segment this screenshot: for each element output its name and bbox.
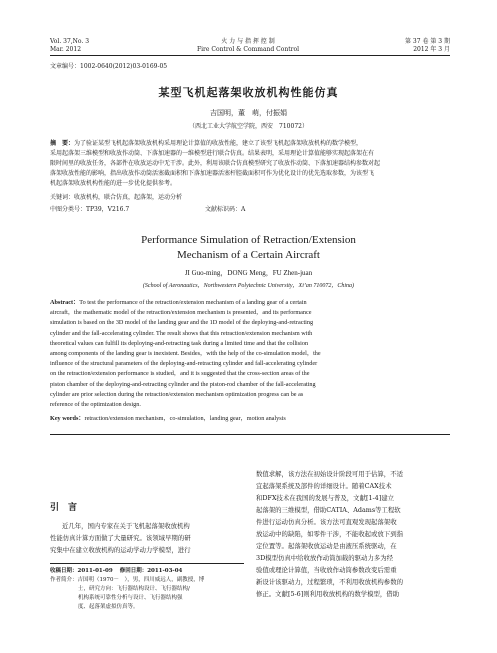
section-rule [50,434,450,435]
header-rule [50,55,450,56]
abstract-zh [50,139,450,189]
abstract-en-line: Abstract：To test the performance of the retraction/extension mechanism of a landing gear of a certain [50,299,307,306]
journal-name-zh: 火 力 与 指 挥 控 制 [221,38,275,45]
footnote-dates [50,567,244,576]
issue-date-en: Mar. 2012 [50,46,82,53]
body-line: 验值或理论计算值，当收放作动筒参数改变后需重 [256,566,397,574]
revised-date: 修回日期：2011-03-04 [119,568,183,574]
journal-name [148,38,348,54]
body-line: 件进行运动仿真分析。该方法可直观发现起落架收 [256,518,397,526]
abstract-en-line: aircraft，the mathematic model of the retraction/extension mechanism is presented，and its performance [50,309,312,317]
keywords-zh: 关键词：收放机构，联合仿真，起落架，运动分析 [50,194,183,201]
body-line: 定位置等。起落架收放运动是由液压系统驱动，在 [256,542,397,550]
document-code: 文献标识码：A [205,206,246,213]
body-line: 性能仿真计算方面做了大量研究。该领域早期的研 [50,534,191,542]
paper-title-en [0,233,497,263]
body-line: 数值求解，该方法在初始设计阶段可用于估算，不适 [256,470,403,478]
body-line: 宜起落架系统及部件的详细设计。随着CAX技术 [256,482,392,490]
journal-name-en: Fire Control & Command Control [196,46,300,53]
abstract-en [50,298,450,410]
keywords-en-label: Key words： [50,415,85,422]
authors-en: JI Guo-ming，DONG Meng，FU Zhen-juan [184,269,313,277]
paper-title-en-line1: Performance Simulation of Retraction/Extension [141,234,356,246]
received-date: 收稿日期：2011-01-09 [50,568,113,574]
abstract-zh-line: 落架收放性能的影响，指出收放作动筒活塞截面积和下落加速器活塞杆腔截面积可作为优化设计的优先选取参数，为该型飞 [50,170,375,177]
article-number: 文章编号：1002-0640(2012)03-0169-05 [50,63,168,70]
volume-number: Vol. 37,No. 3 [50,38,90,45]
body-line: 放运动中的缺陷，如零件干涉，不能收起或放下到指 [256,530,403,538]
abstract-en-line: on the retraction/extension performance is studied，and it is suggested that the cross-section areas of the [50,370,310,378]
abstract-en-line: influence of the structural parameters of the deploying-and-retracting cylinder and fall-accelerating cylinder [50,360,318,368]
abstract-en-line: reference of the optimization design. [50,401,141,409]
abstract-en-label: Abstract： [50,299,80,306]
classification-number: 中图分类号：TP39，V216.7 [50,206,130,213]
body-line: 起落架的三维模型，借助CATIA、Adams等工程软 [256,506,401,514]
author-bio-line: 机构系统可靠性分析与设计、飞行器结构强 [78,595,183,601]
abstract-zh-line: 限时间里的收放任务，各部件在收放运动中无干涉。此外，利用该联合仿真模型研究了收放作动筒、下落加速器结构参数对起 [50,160,381,167]
body-line: 修正。文献[5-6]则利用收放机构的数学模型，借助 [256,590,400,598]
journal-issue-zh [382,38,450,54]
abstract-en-line: piston chamber of the deploying-and-retracting cylinder and the piston-rod chamber of the fall-accelerating [50,380,316,388]
footnote-rule [50,563,244,564]
abstract-en-line: cylinder are prior selection during the retraction/extension mechanism optimization progress can be as [50,390,304,398]
paper-title-zh: 某型飞机起落架收放机构性能仿真 [158,86,339,99]
body-line: 究集中在建立收放机构的运动学动力学模型，进行 [50,546,191,554]
author-bio-line: 作者简介：吉国明（1970－ ），男，四川威远人，副教授，博 [50,577,205,583]
affiliation-en: (School of Aeronautics，Northwestern Polytechnic University，Xi’an 710072，China) [142,283,355,289]
keywords-en-text: retraction/extension mechanism，co-simulation，landing gear，motion analysis [84,415,286,422]
footnote [50,567,244,612]
section-heading-introduction: 引 言 [50,503,78,513]
abstract-en-line: among components of the landing gear is inexistent. Besides，with the help of the co-simulation model，the [50,350,321,358]
abstract-zh-line: 机起落架收放机构性能的进一步优化提供参考。 [50,180,177,187]
body-line: 和DFX技术在我国的发展与普及，文献[1-4]建立 [256,494,395,502]
keywords-en [50,414,450,424]
issue-date-zh: 2012 年 3 月 [413,46,450,53]
abstract-zh-label: 摘 要： [50,140,75,147]
left-column-text [50,520,244,556]
affiliation-zh: （西北工业大学航空学院，西安 710072） [189,123,308,130]
body-line: 新设计该驱动力，过程繁琐，不利用收放机构参数的 [256,578,403,586]
author-bio-line: 度、起落架虚拟仿真等。 [78,604,139,610]
abstract-en-line: theoretical values can fulfill its deploying-and-retracting task during a limited time and that the collision [50,339,309,347]
author-bio-line: 士，研究方向：飞行器结构设计、飞行器结构/ [78,586,190,592]
abstract-en-line: cylinder and the fall-accelerating cylinder. The result shows that this retraction/extension mechanism with [50,329,313,337]
authors-zh: 吉国明，董 萌，付振娟 [210,109,287,117]
right-column-text [256,468,451,600]
abstract-en-line: simulation is based on the 3D model of the landing gear and the 1D model of the deploying-and-retracting [50,319,314,327]
volume-number-zh: 第 37 卷 第 3 期 [405,38,450,45]
abstract-zh-line: 采用起落架三维模型和收放作动筒、下落加速器的一维模型进行联合仿真。结果表明，采用理论计算值能够实现起落架在有 [50,150,375,157]
journal-volume [50,38,89,54]
abstract-zh-line: 摘 要：为了验证某型飞机起落架收放机构采用理论计算值的收放性能，建立了该型飞机起落架收放机构的数学模型， [50,140,363,147]
paper-title-en-line2: Mechanism of a Certain Aircraft [177,249,320,261]
body-line: 近几年，国内专家在关于飞机起落架收放机构 [62,522,190,530]
body-line: 3D模型仿真中给收放作动筒加载的驱动力多为经 [256,554,394,562]
